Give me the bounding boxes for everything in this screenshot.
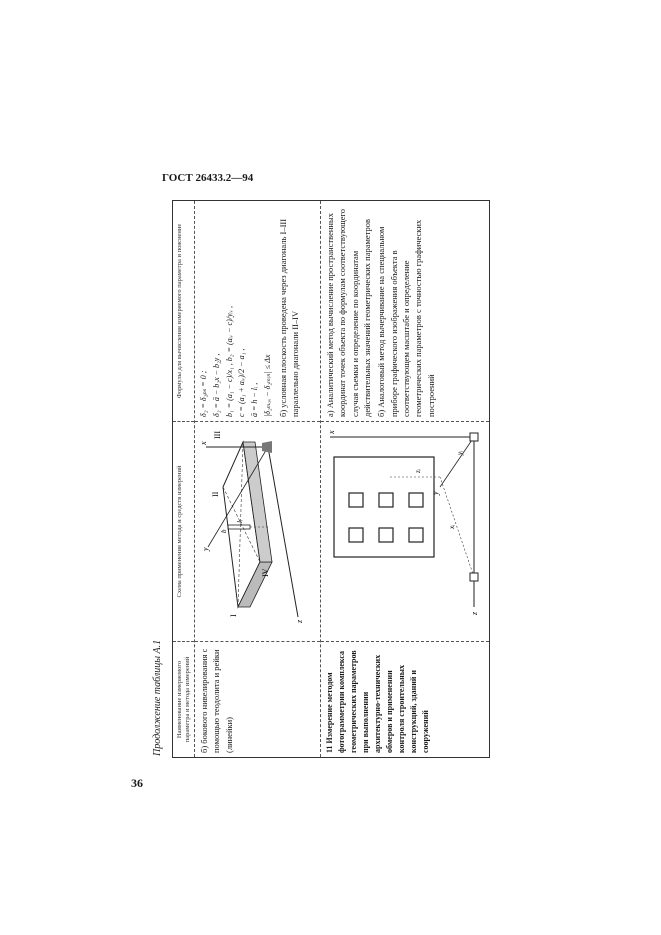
plane-note: б) условная плоскость проведена через диагональ I–III параллельно диагонали II–IV [277, 218, 301, 417]
label-z-axis-2: z [470, 611, 479, 615]
formulas-side-levelling [195, 201, 320, 421]
table [172, 200, 490, 758]
column-header-parameter: Наименование измеряемого параметра и метода измерений [173, 641, 194, 757]
scheme-side-levelling [195, 421, 320, 641]
label-y-axis: y [201, 547, 210, 551]
column-header-scheme: Схема применения метода и средств измерений [173, 421, 194, 641]
table-header-row [173, 201, 195, 757]
label-roman-2: II [211, 491, 220, 497]
analog-method-text: б) Аналоговый метод вычерчивание на специальном приборе графического изображения объекта в соответствующем масштабе и определение геометрических параметров с точностью графических построений [376, 219, 436, 417]
formula-6: |δ₂ₘₐₓ − δ₂ₘᵢₙ| ≤ Δx [262, 354, 272, 417]
formula-5: ā = h − lᵢ , [250, 382, 260, 417]
photogrammetry-methods [321, 201, 489, 421]
table-rotated-content [152, 198, 492, 758]
formula-4: c = (a₁ + aᵢᵥ)/2 − a₁ , [237, 348, 247, 417]
table-row-photogrammetry [321, 201, 489, 757]
analytical-method-text: а) Аналитический метод вычисление пространственных координат точек объекта по формулам соответствующего случая съемки и определение по координатам действительных значений геометрических параметров [325, 208, 372, 417]
formula-3: b₁ = (a₁ − c)/x₁ , b₂ = (aᵢᵥ − c)/yᵢᵥ , [224, 305, 234, 417]
label-z-axis: z [295, 619, 304, 623]
table-caption: Продолжение таблицы А.1 [152, 639, 163, 756]
label-li: lᵢ [236, 519, 244, 523]
page-number: 36 [131, 776, 143, 790]
formula-1: δ₂ = δ₂ₚₛ = 0 ; [199, 370, 208, 417]
rotated-table-region [152, 198, 492, 758]
table-row-side-levelling [195, 201, 321, 757]
building-photogrammetry-diagram [324, 425, 484, 637]
label-yi: yᵢ [456, 450, 464, 455]
label-roman-4: IV [261, 568, 270, 577]
label-y-axis-2: y [431, 491, 440, 495]
label-b: b [220, 529, 228, 533]
parameter-name-photogrammetry: 11 Измерение методом фотограмметрии комплекса геометрических параметров при выполнении архитектурно-технических обмеров и применении контроля строительных конструкций, зданий и сооружений [321, 641, 489, 757]
document-code: ГОСТ 26433.2—94 [162, 172, 254, 184]
label-roman-3: III [213, 431, 222, 439]
label-zi: zᵢ [414, 469, 422, 473]
label-roman-1: I [229, 614, 238, 617]
scheme-photogrammetry [321, 421, 489, 641]
slab-levelling-diagram [198, 425, 316, 637]
column-header-formulas: Формулы для вычисления измеряемого параметра и пояснение [176, 223, 183, 399]
label-x-axis-2: x [327, 430, 336, 434]
formula-2: δ₂ = ā − b₂x − b₂y , [211, 353, 221, 417]
label-xi: xᵢ [448, 524, 456, 529]
parameter-name-side-levelling: б) бокового нивелирования с помощью теодолита и рейки (линейки) [195, 641, 320, 757]
label-x-axis: x [199, 441, 208, 445]
